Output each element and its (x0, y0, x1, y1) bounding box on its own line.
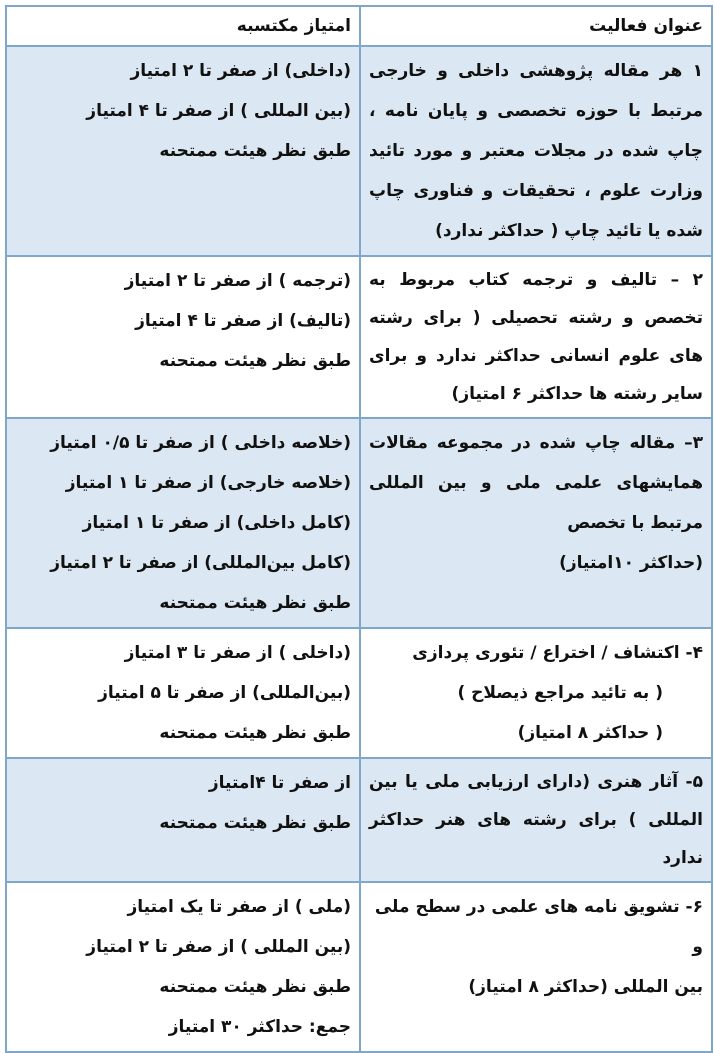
activity-cell (360, 628, 712, 758)
score-line: (کامل بین‌المللی) از صفر تا ۲ امتیاز (50, 553, 351, 573)
score-cell (6, 418, 360, 628)
activity-cell: ۵- آثار هنری (دارای ارزیابی ملی یا بین المللی ) برای رشته های هنر حداکثر ندارد (360, 758, 712, 882)
score-line: (بین المللی ) از صفر تا ۲ امتیاز (86, 937, 351, 957)
table-row (6, 758, 712, 882)
score-cell (6, 882, 360, 1052)
activity-line: ۴- اکتشاف / اختراع / تئوری پردازی (412, 643, 703, 663)
score-line: طبق نظر هیئت ممتحنه (159, 593, 351, 613)
activity-cell (360, 418, 712, 628)
table-row (6, 418, 712, 628)
score-line: (خلاصه داخلی ) از صفر تا ۰/۵ امتیاز (50, 433, 351, 453)
score-line: جمع: حداکثر ۳۰ امتیاز (168, 1017, 351, 1037)
table-row (6, 46, 712, 256)
activity-line: ۶- تشویق نامه های علمی در سطح ملی (374, 897, 703, 917)
activity-score-table-wrapper (5, 5, 711, 1053)
score-line: از صفر تا ۴امتیاز (208, 773, 351, 793)
score-line: (بین المللی ) از صفر تا ۴ امتیاز (86, 101, 351, 121)
score-line: (خلاصه خارجی) از صفر تا ۱ امتیاز (65, 473, 351, 493)
table-row (6, 882, 712, 1052)
score-cell (6, 46, 360, 256)
score-line: طبق نظر هیئت ممتحنه (159, 723, 351, 743)
score-line: (ملی ) از صفر تا یک امتیاز (127, 897, 351, 917)
activity-line: ( حداکثر ۸ امتیاز) (517, 723, 663, 743)
score-line: طبق نظر هیئت ممتحنه (159, 141, 351, 161)
activity-line: و (692, 937, 703, 957)
score-line: (تالیف) از صفر تا ۴ امتیاز (135, 311, 351, 331)
score-line: طبق نظر هیئت ممتحنه (159, 351, 351, 371)
score-line: (داخلی ) از صفر تا ۳ امتیاز (124, 643, 351, 663)
activity-column-header: عنوان فعالیت (360, 6, 712, 46)
activity-text: ۳– مقاله چاپ شده در مجموعه مقالات همایشهای علمی ملی و بین المللی مرتبط با تخصص (369, 433, 703, 533)
score-line: طبق نظر هیئت ممتحنه (159, 813, 351, 833)
score-line: (کامل داخلی) از صفر تا ۱ امتیاز (82, 513, 351, 533)
score-column-header: امتیاز مکتسبه (6, 6, 360, 46)
score-cell (6, 628, 360, 758)
activity-cell: ۲ – تالیف و ترجمه کتاب مربوط به تخصص و رشته تحصیلی ( برای رشته های علوم انسانی حداکثر ندارد و برای سایر رشته ها حداکثر ۶ امتیاز) (360, 256, 712, 418)
score-line: (ترجمه ) از صفر تا ۲ امتیاز (124, 271, 351, 291)
activity-line: ( به تائید مراجع ذیصلاح ) (457, 683, 663, 703)
activity-line: بین المللی (حداکثر ۸ امتیاز) (468, 977, 703, 997)
score-cell (6, 758, 360, 882)
activity-cell: ۱ هر مقاله پژوهشی داخلی و خارجی مرتبط با حوزه تخصصی و پایان نامه ، چاپ شده در مجلات معتبر و مورد تائید وزارت علوم ، تحقیقات و فناوری چاپ شده یا تائید چاپ ( حداکثر ندارد) (360, 46, 712, 256)
table-row (6, 628, 712, 758)
score-line: (بین‌المللی) از صفر تا ۵ امتیاز (98, 683, 351, 703)
score-line: (داخلی) از صفر تا ۲ امتیاز (130, 61, 351, 81)
score-cell (6, 256, 360, 418)
table-row (6, 256, 712, 418)
score-line: طبق نظر هیئت ممتحنه (159, 977, 351, 997)
table-header-row (6, 6, 712, 46)
activity-score-table (5, 5, 713, 1053)
activity-note: (حداکثر ۱۰امتیاز) (559, 553, 703, 573)
activity-cell (360, 882, 712, 1052)
